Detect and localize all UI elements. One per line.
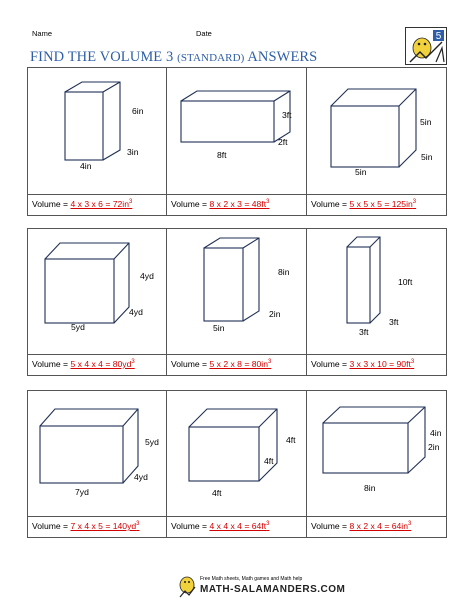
volume-answer [32, 359, 135, 369]
cuboid-depth-edges [347, 237, 380, 323]
width-label: 3ft [359, 327, 369, 337]
cuboid-front-face [40, 426, 123, 483]
unit-exponent: 3 [131, 359, 135, 366]
width-label: 7yd [75, 487, 89, 497]
cuboid-front-face [45, 259, 114, 323]
problem-cell-9 [307, 391, 446, 537]
volume-answer [171, 521, 269, 531]
volume-answer-value: 5 x 5 x $5 = 125in^3$ [349, 199, 417, 209]
cuboid-top-edge [399, 89, 416, 106]
problem-cell-4 [28, 229, 167, 375]
volume-prefix: Volume = [171, 521, 210, 531]
cuboid-top-edge [103, 82, 120, 92]
unit-exponent: 3 [266, 199, 270, 206]
depth-label: 5in [421, 152, 433, 162]
grade-number: 5 [435, 31, 442, 42]
cuboid-top-edge [370, 237, 380, 247]
cuboid-depth-edges [331, 89, 416, 167]
volume-row [167, 354, 306, 375]
title-end: ANSWERS [244, 49, 318, 65]
depth-label: 2ft [278, 137, 288, 147]
cuboid-front-face [65, 92, 103, 160]
height-label: 5in [420, 117, 432, 127]
volume-prefix: Volume = [171, 359, 210, 369]
volume-row [307, 354, 446, 375]
unit-exponent: 3 [408, 521, 412, 528]
problem-cell-6 [307, 229, 446, 375]
height-label: 3ft [282, 110, 292, 120]
problem-grid-3 [27, 390, 447, 538]
problem-cell-1 [28, 68, 167, 215]
volume-prefix: Volume = [311, 199, 350, 209]
cuboid-figure [28, 68, 166, 215]
depth-label: 4yd [129, 307, 143, 317]
volume-row [28, 354, 166, 375]
unit-exponent: 3 [266, 521, 270, 528]
cuboid-top-edge [274, 91, 290, 101]
height-label: 6in [132, 106, 144, 116]
width-label: 5in [355, 167, 367, 177]
depth-label: 2in [428, 442, 440, 452]
volume-prefix: Volume = [311, 359, 350, 369]
volume-answer [32, 199, 132, 209]
height-label: 4in [430, 428, 442, 438]
volume-answer [171, 199, 269, 209]
footer-brand [176, 573, 346, 601]
width-label: 5yd [71, 322, 85, 332]
unit-exponent: 3 [268, 359, 272, 366]
volume-row [307, 194, 446, 215]
width-label: 4in [80, 161, 92, 171]
cuboid-top-edge [123, 409, 138, 426]
width-label: 8in [364, 483, 376, 493]
volume-row [28, 516, 166, 537]
depth-label: 2in [269, 309, 281, 319]
volume-prefix: Volume = [171, 199, 210, 209]
height-label: 10ft [398, 277, 413, 287]
volume-row [28, 194, 166, 215]
width-label: 4ft [212, 488, 222, 498]
width-label: 8ft [217, 150, 227, 160]
volume-answer [32, 521, 140, 531]
cuboid-top-edge [114, 243, 129, 259]
volume-answer [311, 521, 411, 531]
unit-exponent: 3 [129, 199, 133, 206]
footer-tagline: Free Math sheets, Math games and Math help [200, 576, 303, 582]
unit-exponent: 3 [410, 359, 415, 366]
volume-answer [311, 199, 416, 209]
volume-prefix: Volume = [32, 521, 71, 531]
cuboid-front-face [323, 423, 408, 473]
volume-answer-value: 8 x 2 x $4 = 64in^3$ [349, 521, 412, 531]
unit-exponent: 3 [412, 199, 417, 206]
problem-grid-1 [27, 67, 447, 216]
cuboid-depth-edges [45, 243, 129, 323]
depth-label: 4yd [134, 472, 148, 482]
cuboid-front-face [204, 248, 243, 321]
cuboid-front-face [347, 247, 370, 323]
cuboid-top-edge [408, 407, 425, 423]
title-main: FIND THE VOLUME 3 [30, 49, 178, 65]
height-label: 8in [278, 267, 290, 277]
cuboid-top-edge [243, 238, 259, 248]
height-label: 5yd [145, 437, 159, 447]
cuboid-depth-edges [323, 407, 425, 473]
width-label: 5in [213, 323, 225, 333]
height-label: 4yd [140, 271, 154, 281]
problem-cell-8 [167, 391, 307, 537]
height-label: 4ft [286, 435, 296, 445]
name-label: Name [32, 29, 53, 38]
volume-answer-value: 4 x 4 x $4 = 64ft^3$ [209, 521, 270, 531]
problem-grid-2 [27, 228, 447, 376]
cuboid-depth-edges [189, 409, 277, 481]
volume-prefix: Volume = [32, 199, 71, 209]
volume-answer-value: 7 x 4 x $5 = 140yd^3$ [70, 521, 140, 531]
problem-cell-5 [167, 229, 307, 375]
cuboid-front-face [331, 106, 399, 167]
volume-answer [311, 359, 414, 369]
cuboid-figure [307, 68, 446, 215]
volume-row [167, 194, 306, 215]
problem-cell-3 [307, 68, 446, 215]
depth-label: 3in [127, 147, 139, 157]
grade-logo [405, 27, 447, 65]
volume-answer-value: 5 x 4 x $4 = 80yd^3$ [70, 359, 135, 369]
volume-answer [171, 359, 271, 369]
volume-row [307, 516, 446, 537]
cuboid-front-face [189, 427, 259, 481]
cuboid-front-face [181, 101, 274, 142]
depth-label: 3ft [389, 317, 399, 327]
problem-cell-7 [28, 391, 167, 537]
unit-exponent: 3 [136, 521, 140, 528]
volume-row [167, 516, 306, 537]
depth-label: 4ft [264, 456, 274, 466]
page-title [30, 49, 317, 66]
problem-cell-2 [167, 68, 307, 215]
cuboid-top-edge [259, 409, 277, 427]
cuboid-depth-edges [204, 238, 259, 321]
footer-site-name: MATH-SALAMANDERS.COM [200, 584, 346, 595]
volume-answer-value: 4 x 3 x $6 = 72in^3$ [70, 199, 133, 209]
volume-answer-value: 8 x 2 x $3 = 48ft^3$ [209, 199, 270, 209]
salamander-footer-icon [176, 573, 198, 599]
cuboid-depth-edges [65, 82, 120, 160]
volume-answer-value: 5 x 2 x $8 = 80in^3$ [209, 359, 272, 369]
salamander-logo-icon [406, 28, 446, 64]
volume-answer-value: 3 x 3 x $10 = 90ft^3$ [349, 359, 415, 369]
title-small: (STANDARD) [177, 52, 245, 64]
date-label: Date [196, 29, 212, 38]
volume-prefix: Volume = [311, 521, 350, 531]
volume-prefix: Volume = [32, 359, 71, 369]
